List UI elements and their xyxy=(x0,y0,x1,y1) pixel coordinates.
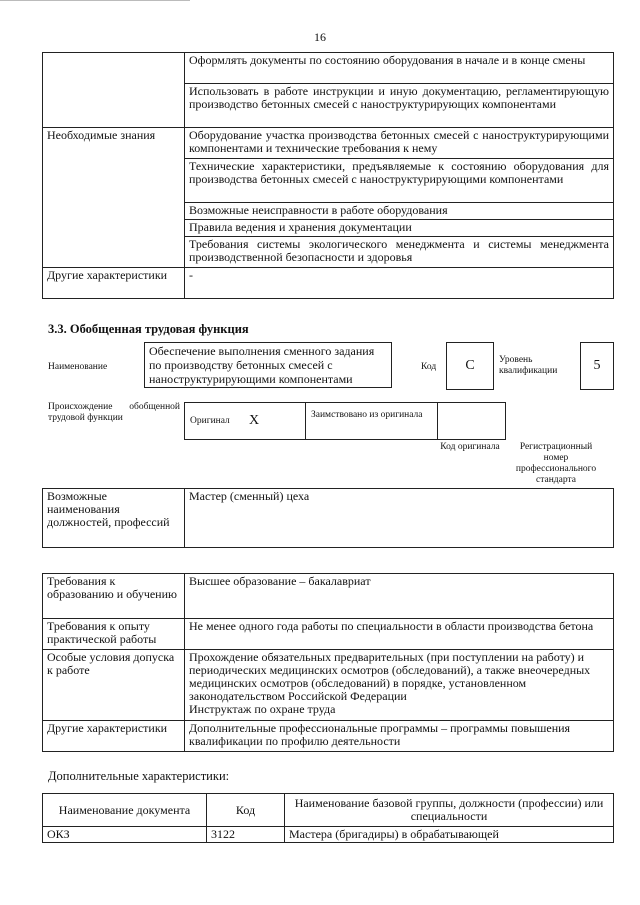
table-cell: Правила ведения и хранения документации xyxy=(185,220,614,237)
code-original-caption: Код оригинала xyxy=(440,442,500,452)
page-number: 16 xyxy=(314,30,326,44)
origin-label: Происхождение обобщенной трудовой функции xyxy=(48,402,180,423)
table-row xyxy=(43,128,614,159)
top-edge-line xyxy=(0,0,190,1)
row-label: Другие характеристики xyxy=(43,721,185,752)
original-mark: X xyxy=(249,413,260,428)
table-row xyxy=(43,53,614,84)
table-cell: Использовать в работе инструкции и иную документацию, регламентирующую производство бетонных смесей с наноструктурирующих компонентами xyxy=(185,84,614,128)
table-row xyxy=(43,619,614,650)
table-row xyxy=(43,268,614,299)
header-cell: Код xyxy=(207,794,285,827)
table-cell: Возможные неисправности в работе оборудования xyxy=(185,203,614,220)
row-label: Другие характеристики xyxy=(43,268,185,299)
requirements-table xyxy=(42,573,614,752)
header-cell: Наименование базовой группы, должности (профессии) или специальности xyxy=(285,794,614,827)
positions-table xyxy=(42,488,614,548)
reg-number-caption: Регистрационный номер профессионального стандарта xyxy=(515,442,597,485)
row-label: Особые условия допуска к работе xyxy=(43,650,185,721)
row-label: Требования к образованию и обучению xyxy=(43,574,185,619)
table-row xyxy=(43,489,614,548)
origin-box xyxy=(184,402,506,440)
table-row xyxy=(43,827,614,843)
code-label: Код xyxy=(421,362,437,372)
table-row xyxy=(43,574,614,619)
table-row xyxy=(43,650,614,721)
table-cell: Прохождение обязательных предварительных (при поступлении на работу) и периодических медицинских осмотров (обследований), а также внеочередных медицинских осмотров (обследований) в порядке, установленном законодательством Российской Федерации Инструктаж по охране труда xyxy=(185,650,614,721)
table-cell: Не менее одного года работы по специальности в области производства бетона xyxy=(185,619,614,650)
skills-table xyxy=(42,52,614,299)
original-label: Оригинал xyxy=(190,416,230,426)
row-label: Требования к опыту практической работы xyxy=(43,619,185,650)
table-cell: Требования системы экологического менеджмента и системы менеджмента производственной безопасности и здоровья xyxy=(185,237,614,268)
row-label xyxy=(43,53,185,128)
name-label: Наименование xyxy=(48,362,108,372)
code-box: C xyxy=(446,342,494,390)
table-row xyxy=(43,794,614,827)
divider xyxy=(305,403,306,439)
table-cell: Оборудование участка производства бетонных смесей с наноструктурирующими компонентами и технические требования к нему xyxy=(185,128,614,159)
divider xyxy=(437,403,438,439)
table-cell: Технические характеристики, предъявляемые к состоянию оборудования для производства бетонных смесей с наноструктурирующими компонентами xyxy=(185,159,614,203)
level-box: 5 xyxy=(580,342,614,390)
table-row xyxy=(43,721,614,752)
table-cell: Мастера (бригадиры) в обрабатывающей xyxy=(285,827,614,843)
header-cell: Наименование документа xyxy=(43,794,207,827)
table-cell: 3122 xyxy=(207,827,285,843)
table-cell: - xyxy=(185,268,614,299)
row-label: Необходимые знания xyxy=(43,128,185,268)
table-cell: Дополнительные профессиональные программы – программы повышения квалификации по профилю деятельности xyxy=(185,721,614,752)
extra-table xyxy=(42,793,614,843)
borrowed-label: Заимствовано из оригинала xyxy=(311,410,423,420)
function-name-box: Обеспечение выполнения сменного задания по производству бетонных смесей с наноструктурирующими компонентами xyxy=(144,342,392,388)
table-cell: Мастер (сменный) цеха xyxy=(185,489,614,548)
table-cell: Высшее образование – бакалавриат xyxy=(185,574,614,619)
extra-title: Дополнительные характеристики: xyxy=(48,769,230,783)
table-cell: Оформлять документы по состоянию оборудования в начале и в конце смены xyxy=(185,53,614,84)
section-title: 3.3. Обобщенная трудовая функция xyxy=(48,322,249,336)
table-cell: ОКЗ xyxy=(43,827,207,843)
level-label: Уровень квалификации xyxy=(499,355,558,376)
row-label: Возможные наименования должностей, профессий xyxy=(43,489,185,548)
